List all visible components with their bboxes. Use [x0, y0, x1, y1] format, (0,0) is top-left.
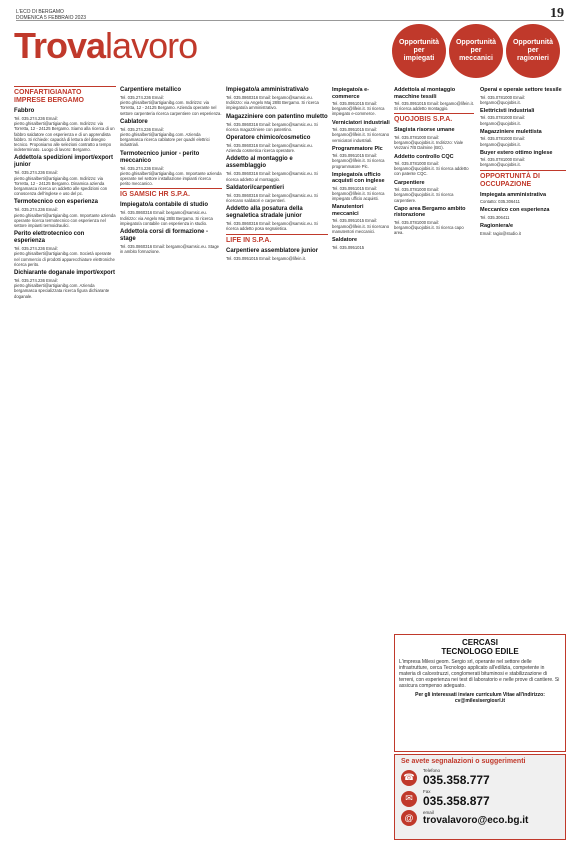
contact-phone[interactable]	[401, 768, 559, 787]
job-description: Tel. 035.0860316 Email: bergamo@samsic.eu. Si ricercano saldatori e carpentieri.	[226, 192, 318, 204]
job-title: Addetto controllo CQC	[394, 153, 454, 160]
job-listing	[480, 108, 566, 126]
phone-icon: ☎	[401, 770, 417, 786]
cercasi-subtitle: TECNOLOGO EDILE	[441, 647, 519, 656]
badge-ragionieri[interactable]: Opportunità per ragionieri	[506, 24, 560, 78]
job-description: Tel. 035.0781000 Email: bergamo@quojobis.it. Si ricerca carpentiere.	[394, 187, 454, 203]
job-description: Tel. 035.0951015 Email: bergamo@lifein.it.	[226, 255, 306, 261]
job-description: Tel. 035.0860316 Email: bergamo@samsic.eu. Stage in ambito formazione.	[120, 244, 219, 255]
job-listing	[332, 87, 390, 117]
job-title: Cablatore	[120, 118, 148, 125]
job-listing	[226, 135, 328, 153]
job-listing	[394, 127, 474, 150]
job-description: Tel. 035.274.236 Email: pietro.ghisalberti@artigianibg.com. Importante azienda operante nel settore installazione impianti ricerca perito meccanico.	[120, 165, 222, 187]
cercasi-ad	[394, 634, 566, 752]
job-description: Tel. 035.274.236 Email: pietro.ghisalberti@artigianibg.com. Indirizzo: via Torretta, 12 - 24125 Bergamo. Siamo alla ricerca di un fabbro saldatore con esperienza e di un apprendista fabbro. Si richiede: capacità di lettura del disegno tecnico. Proponiamo alle selezioni contratto a tempo indeterminato. Luogo di lavoro: Bergamo.	[14, 116, 115, 153]
job-title: Stagista risorse umane	[394, 127, 455, 134]
job-description: Tel. 035.274.236 Email: pietro.ghisalberti@artigianibg.com. Azienda bergamasca ricerca cablatore per quadri elettrici industriali.	[120, 126, 210, 148]
job-description: Tel. 035.274.236 Email: pietro.ghisalberti@artigianibg.com. Azienda bergamasca specializzata ricerca figura dichiarante doganale.	[14, 278, 110, 299]
job-description: Tel. 035.274.236 Email: pietro.ghisalberti@artigianibg.com. Indirizzo: via Torretta, 12 - 24125 Bergamo. Dinamica azienda bergamasca ricerca un addetto alle spedizioni con conoscenza dell'inglese e uso del pc.	[14, 170, 108, 197]
job-description: Tel. 035.0951015 Email: bergamo@lifein.it. Si ricercano manutentori meccanici.	[332, 218, 390, 234]
column-1	[14, 84, 116, 839]
job-listing	[226, 206, 328, 231]
job-title: Addetto al montaggio e assemblaggio	[226, 156, 293, 170]
job-description: Tel. 035.0781000 Email: bergamo@quojobis.it. Si ricerca capo area.	[394, 219, 464, 236]
job-title: Manutentori meccanici	[332, 204, 364, 217]
job-description: Tel. 035.0781000 Email: bergamo@quojobis.it.	[480, 94, 525, 105]
job-listing	[120, 119, 222, 148]
job-description: Tel. 035.0781000 Email: bergamo@quojobis.it.	[480, 136, 525, 147]
job-description: Tel. 035.0860316 Email: bergamo@samsic.eu. Indirizzo: via Angelo Maj 28/B Bergamo. Si ricerca impiegato/a contabile con esperienza in studio.	[120, 210, 213, 226]
contact-box	[394, 754, 566, 840]
job-title: Saldatori/carpentieri	[226, 184, 285, 191]
job-listing	[14, 231, 116, 267]
job-description: Tel. 035.0951015 Email: bergamo@lifein.it. Si ricerca programmatore Plc.	[332, 153, 385, 169]
cercasi-title: CERCASI	[461, 638, 498, 647]
job-title: Saldatore	[332, 237, 358, 244]
header-divider	[16, 20, 564, 21]
job-listing	[120, 151, 222, 187]
job-title: Impiegata amministrativa	[480, 191, 547, 198]
org-heading: OPPORTUNITÀ DI OCCUPAZIONE	[480, 170, 566, 189]
fax-value: 035.358.877	[423, 794, 490, 808]
column-3	[226, 84, 328, 839]
job-listing	[14, 155, 116, 196]
job-title: Termotecnico con esperienza	[14, 199, 98, 206]
job-title: Capo area Bergamo ambito ristorazione	[394, 205, 466, 219]
brand-part1: Trova	[14, 25, 106, 66]
job-listing	[332, 120, 390, 143]
job-listing	[14, 270, 116, 299]
job-listing	[14, 108, 116, 152]
job-description: Tel. 035.274.236 Email: pietro.ghisalberti@artigianibg.com. Importante azienda operante ricerca termotecnico con esperienza nel settore impianti termoidraulici.	[14, 207, 116, 229]
org-heading: QUOJOBIS S.P.A.	[394, 113, 474, 124]
job-title: Addetto/a corsi di formazione - stage	[120, 229, 209, 243]
fax-icon: ✉	[401, 791, 417, 807]
job-description: Contatto: 035.306411	[480, 199, 520, 205]
job-description: Tel. 035.0951015 Email: bergamo@lifein.it. Si ricerca impiegato e-commerce.	[332, 101, 385, 117]
job-title: Carpentiere metallico	[120, 87, 182, 93]
job-description: Tel. 035.274.236 Email: pietro.ghisalberti@artigianibg.com. Indirizzo: via Torretta, 12 - 24125 Bergamo. Azienda operante nel settore carpenteria ricerca carpentiere con esperienza.	[120, 95, 222, 116]
contact-fax[interactable]	[401, 789, 559, 808]
badge-impiegati[interactable]: Opportunità per impiegati	[392, 24, 446, 78]
job-listing	[394, 180, 474, 203]
column-6	[480, 84, 566, 629]
job-description: Tel. 035.0951015 Email: bergamo@lifein.it. Si ricerca impiegato ufficio acquisti.	[332, 185, 385, 202]
job-description: Tel. 035.0860316 Email: bergamo@samsic.eu. Azienda cosmetica ricerca operatore.	[226, 143, 313, 154]
job-title: Carpentiere	[394, 179, 425, 186]
job-title: Impiegato/a contabile di studio	[120, 202, 209, 209]
job-listing	[120, 87, 222, 116]
job-title: Addetto alla posatura della segnaletica stradale junior	[226, 206, 303, 220]
job-title: Impiegato/a ufficio acquisti con inglese	[332, 171, 385, 185]
job-description: Tel. 035.0860316 Email: bergamo@samsic.eu. Si ricerca addetto posa segnaletica.	[226, 221, 318, 232]
job-title: Termotecnico junior - perito meccanico	[120, 150, 200, 164]
job-description: Email: ragio@studio.it	[480, 230, 521, 236]
job-title: Carpentiere assemblatore junior	[226, 247, 319, 254]
job-description: Tel. 035.0951015 Email: bergamo@lifein.it. Si ricercano verniciatori industriali.	[332, 127, 390, 143]
contact-email[interactable]	[401, 810, 559, 826]
job-listing	[226, 156, 328, 181]
job-listing	[394, 154, 474, 177]
fax-label: Fax	[423, 789, 431, 794]
job-description: Tel. 035.0951015 Email: bergamo@lifein.it. Si ricerca addetto montaggio.	[394, 101, 474, 112]
job-listing	[394, 87, 474, 111]
column-4	[332, 84, 390, 839]
job-listing	[480, 223, 566, 236]
job-title: Buyer estero ottimo inglese	[480, 149, 553, 156]
job-listing	[14, 199, 116, 228]
job-description: Tel. 035.274.236 Email: pietro.ghisalberti@artigianibg.com. Società operante nel commercio di prodotti apparecchiature elettroniche ricerca perito.	[14, 246, 115, 267]
email-icon: @	[401, 810, 417, 826]
org-heading: IG SAMSIC HR S.P.A.	[120, 188, 222, 199]
phone-value: 035.358.777	[423, 773, 490, 787]
job-title: Elettricisti industriali	[480, 107, 535, 114]
job-title: Fabbro	[14, 108, 35, 114]
job-listing	[332, 146, 390, 169]
job-listing	[226, 248, 328, 261]
job-title: Impiegato/a e-commerce	[332, 87, 369, 100]
issue-date: DOMENICA 5 FEBBRAIO 2023	[16, 15, 87, 21]
job-description: Tel. 035.0781000 Email: bergamo@quojobis.it. Si ricerca addetto con patente CQC.	[394, 161, 469, 177]
contact-title: Se avete segnalazioni o suggerimenti	[401, 758, 526, 765]
job-listing	[480, 129, 566, 147]
paper-name: L'ECO DI BERGAMO	[16, 9, 64, 15]
job-listing	[120, 202, 222, 226]
job-listing	[226, 114, 328, 132]
section-title	[14, 26, 197, 66]
phone-label: Telefono	[423, 768, 441, 773]
job-listing	[226, 185, 328, 203]
org-heading: CONFARTIGIANATO IMPRESE BERGAMO	[14, 86, 116, 105]
brand-part2: lavoro	[105, 25, 198, 66]
job-title: Verniciatori industriali	[332, 119, 390, 126]
job-title: Meccanico con esperienza	[480, 207, 550, 214]
job-description: Tel. 035.0860316 Email: bergamo@samsic.eu. Si ricerca magazziniere con patentino.	[226, 121, 318, 132]
job-description: Tel. 035.306411	[480, 214, 510, 220]
job-listing	[332, 204, 390, 234]
job-description: Tel. 035.0781000 Email: bergamo@quojobis.it.	[480, 115, 525, 126]
page-number: 19	[550, 6, 564, 21]
cercasi-cta[interactable]: Per gli interessati inviare curriculum Vitae all'indirizzo: cv@milesisergiosrl.it	[415, 692, 545, 704]
job-title: Addetto/a spedizioni import/export junior	[14, 155, 114, 169]
job-description: Tel. 035.0781000 Email: bergamo@quojobis.it. Indirizzo: Viale Vezzani 7/B Dalmine (BG).	[394, 134, 464, 151]
job-title: Dichiarante doganale import/export	[14, 270, 116, 277]
job-title: Operatore chimico/cosmetico	[226, 135, 311, 142]
job-listing	[394, 206, 474, 236]
email-value: trovalavoro@eco.bg.it	[423, 815, 529, 826]
job-title: Impiegato/a amministrativa/o	[226, 87, 309, 93]
job-listing	[332, 237, 390, 250]
job-title: Magazziniere mulettista	[480, 128, 542, 135]
job-title: Ragioniera/e	[480, 223, 514, 230]
job-title: Perito elettrotecnico con esperienza	[14, 231, 85, 245]
job-title: Programmatore Plc	[332, 145, 383, 152]
column-5	[394, 84, 474, 629]
job-description: Tel. 035.0860316 Email: bergamo@samsic.eu. Si ricerca addetto al montaggio.	[226, 171, 318, 182]
job-listing	[332, 172, 390, 202]
org-heading: LIFE IN S.P.A.	[226, 234, 328, 245]
job-listing	[480, 87, 566, 105]
job-listing	[480, 192, 566, 205]
email-label: email	[423, 810, 434, 815]
job-description: Tel. 035.0951015	[332, 244, 365, 250]
job-title: Addetto/a al montaggio macchine tessili	[394, 87, 456, 100]
job-listing	[480, 207, 566, 220]
badge-meccanici[interactable]: Opportunità per meccanici	[449, 24, 503, 78]
job-description: Tel. 035.0781000 Email: bergamo@quojobis.it.	[480, 157, 525, 168]
job-title: Operai e operaie settore tessile	[480, 87, 562, 93]
job-title: Magazziniere con patentino muletto	[226, 113, 328, 120]
cercasi-body: L'impresa Milesi geom. Sergio srl, operante nel settore delle infrastrutture, cerca Tecnologo applicato all'edilizia, competente in materia di calcestruzzi, conglomerati bituminosi e stabilizzazione di terreni, con esperienza nei test di laboratorio e nelle prove di cantiere. Si assicura compenso adeguato.	[399, 659, 560, 689]
job-listing	[120, 229, 222, 254]
job-listing	[480, 150, 566, 168]
column-2	[120, 84, 222, 839]
job-description: Tel. 035.0860316 Email: bergamo@samsic.eu. Indirizzo: via Angelo Maj 28/B Bergamo. Si ricerca impiegato/a amministrativo.	[226, 95, 319, 111]
job-listing	[226, 87, 328, 111]
